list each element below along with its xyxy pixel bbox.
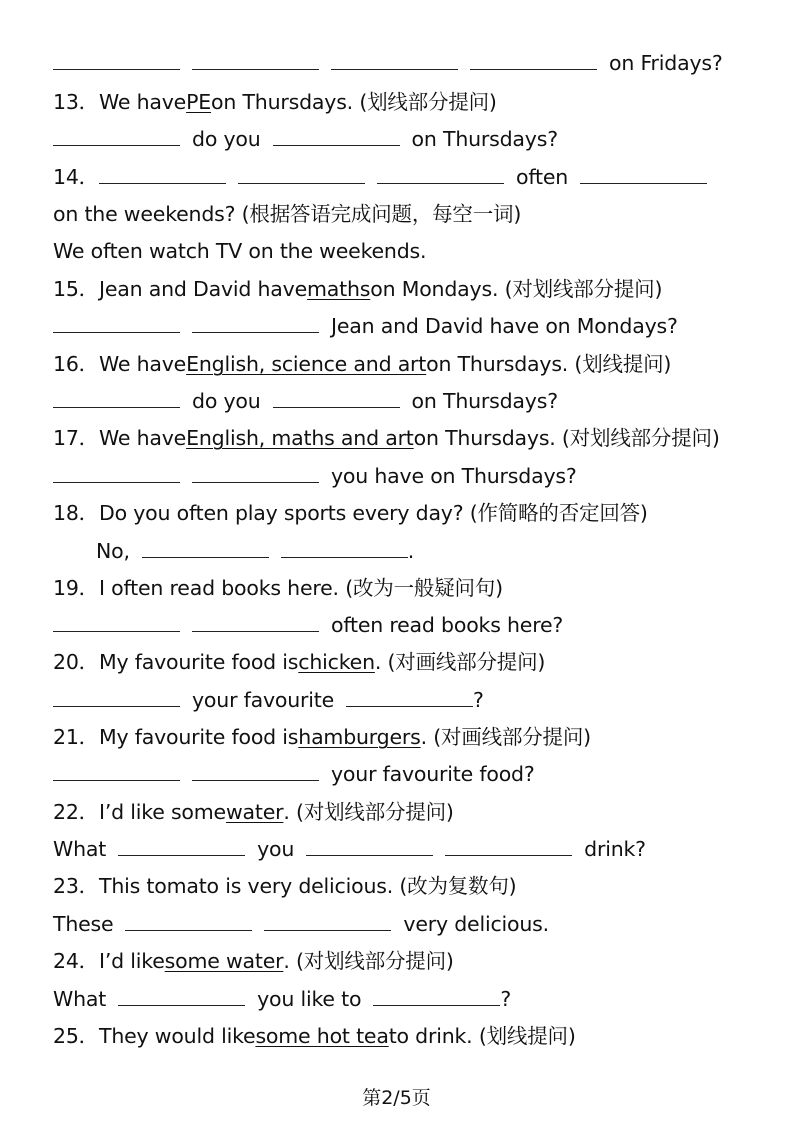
line-text: often read books here? [331,613,564,637]
underlined-text: English, maths and art [186,426,414,450]
answer-blank[interactable] [99,166,226,184]
line-text: very delicious. [403,912,549,936]
line-text: on Thursdays? [411,389,558,413]
answer-blank[interactable] [192,465,319,483]
line-text: on Fridays? [609,51,723,75]
question-text: We have [99,352,187,376]
question-text: Do you often play sports every day? (作简略的否定回答) [99,501,648,525]
answer-blank[interactable] [238,166,365,184]
question-number: 15． [53,277,99,301]
question-25 [53,1021,576,1051]
question-text: on Thursdays. (划线提问) [426,352,672,376]
question-text: We have [99,90,187,114]
question-number: 21． [53,725,99,749]
line-text: your favourite [192,688,335,712]
page-number: 第2/5页 [362,1087,431,1109]
question-text: I often read books here. (改为一般疑问句) [99,576,503,600]
underlined-text: hamburgers [298,725,421,749]
line-text: What [53,987,107,1011]
answer-line-21 [53,759,535,789]
underlined-text: chicken [298,650,375,674]
answer-line-24 [53,984,511,1014]
answer-line-13 [53,124,558,154]
line-text: you have on Thursdays? [331,464,577,488]
question-text: . (对划线部分提问) [283,800,454,824]
line-text: on the weekends? (根据答语完成问题，每空一词) [53,202,522,226]
underlined-text: some hot tea [255,1024,389,1048]
answer-blank[interactable] [445,838,572,856]
answer-blank[interactable] [470,52,597,70]
question-number: 22． [53,800,99,824]
line-text: ? [473,688,484,712]
question-text: . (对画线部分提问) [374,650,546,674]
question-text: to drink. (划线提问) [388,1024,576,1048]
answer-blank[interactable] [53,763,180,781]
question-13 [53,87,497,117]
line-text: We often watch TV on the weekends. [53,239,427,263]
question-text: My favourite food is [99,650,299,674]
answer-blank[interactable] [264,913,391,931]
answer-line-19 [53,610,563,640]
line-text: These [53,912,114,936]
answer-blank[interactable] [192,315,319,333]
underlined-text: English, science and art [186,352,427,376]
line-text: do you [192,389,261,413]
answer-line-17 [53,461,577,491]
question-number: 19． [53,576,99,600]
answer-blank[interactable] [53,128,180,146]
question-text: I’d like [99,949,165,973]
question-14-answer [53,236,426,266]
question-text: on Thursdays. (划线部分提问) [211,90,497,114]
question-18 [53,498,648,528]
line-text: often [516,165,569,189]
question-24 [53,946,454,976]
question-14-continued [53,199,521,229]
question-text: . (对画线部分提问) [420,725,591,749]
answer-line-23 [53,909,549,939]
answer-blank[interactable] [53,52,180,70]
question-number: 23． [53,874,99,898]
answer-blank[interactable] [346,689,473,707]
line-text: you [257,837,295,861]
line-text: Jean and David have on Mondays? [331,314,678,338]
underlined-text: maths [307,277,371,301]
question-text: This tomato is very delicious. (改为复数句) [99,874,517,898]
answer-blank[interactable] [192,614,319,632]
answer-blank[interactable] [53,390,180,408]
answer-blank[interactable] [373,988,500,1006]
answer-line-15 [53,311,678,341]
question-16 [53,349,671,379]
question-number: 18． [53,501,99,525]
question-text: Jean and David have [99,277,308,301]
question-number: 25． [53,1024,99,1048]
line-text: No, [96,539,130,563]
question-text: They would like [99,1024,256,1048]
answer-blank[interactable] [273,128,400,146]
question-21 [53,722,591,752]
question-23 [53,871,516,901]
question-text: on Mondays. (对划线部分提问) [370,277,663,301]
answer-blank[interactable] [53,315,180,333]
question-text: I’d like some [99,800,226,824]
line-text: on Thursdays? [411,127,558,151]
question-text: My favourite food is [99,725,299,749]
underlined-text: some water [164,949,284,973]
answer-line-12 [53,48,723,78]
answer-blank[interactable] [125,913,252,931]
line-text: . [407,539,415,563]
question-number: 16． [53,352,99,376]
line-text: ? [500,987,511,1011]
question-19 [53,573,503,603]
answer-blank[interactable] [273,390,400,408]
underlined-text: water [225,800,284,824]
line-text: you like to [257,987,362,1011]
answer-line-22 [53,834,646,864]
question-20 [53,647,545,677]
line-text: your favourite food? [331,762,535,786]
answer-blank[interactable] [192,52,319,70]
line-text: drink? [584,837,646,861]
line-text: do you [192,127,261,151]
answer-blank[interactable] [281,540,408,558]
line-text: What [53,837,107,861]
question-text: . (对划线部分提问) [283,949,454,973]
question-17 [53,423,720,453]
answer-blank[interactable] [142,540,269,558]
question-22 [53,797,454,827]
answer-blank[interactable] [580,166,707,184]
answer-blank[interactable] [53,465,180,483]
question-number: 14． [53,165,99,189]
question-text: We have [99,426,187,450]
answer-blank[interactable] [192,763,319,781]
answer-line-18 [96,536,414,566]
question-number: 20． [53,650,99,674]
question-14 [53,162,719,192]
question-number: 13． [53,90,99,114]
answer-blank[interactable] [53,614,180,632]
question-text: on Thursdays. (对划线部分提问) [413,426,720,450]
answer-line-16 [53,386,558,416]
answer-blank[interactable] [306,838,433,856]
answer-blank[interactable] [53,689,180,707]
answer-blank[interactable] [118,838,245,856]
underlined-text: PE [186,90,212,114]
question-15 [53,274,662,304]
answer-blank[interactable] [377,166,504,184]
answer-blank[interactable] [118,988,245,1006]
question-number: 24． [53,949,99,973]
question-number: 17． [53,426,99,450]
answer-line-20 [53,685,484,715]
answer-blank[interactable] [331,52,458,70]
